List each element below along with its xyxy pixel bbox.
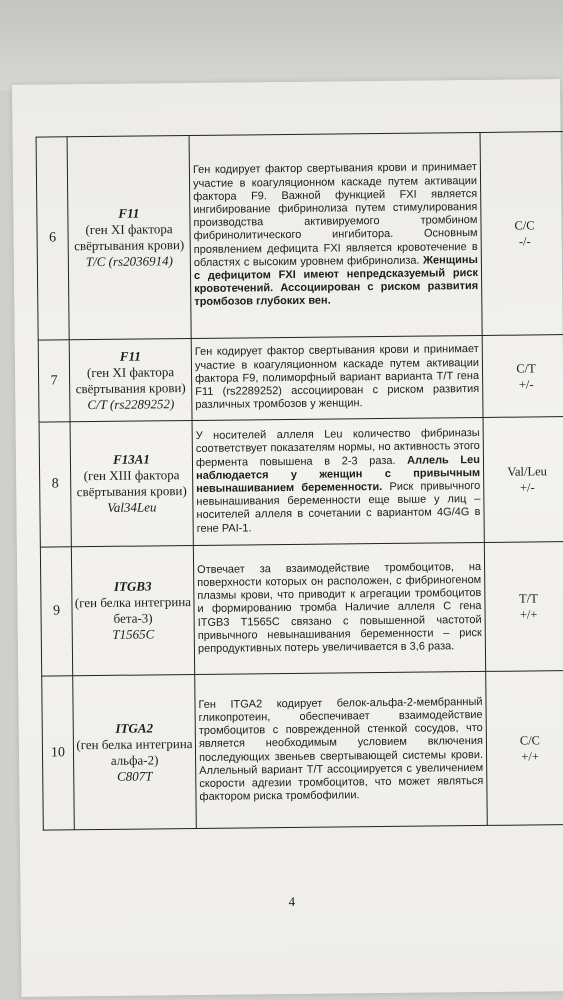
description-text: Ген кодирует фактор свертывания крови и принимает участие в коагуляционном каскаде путем активации фактора F9. Важной функцией FXI является ингибирование фибринолиза путем стимулирования производства активируемого тромбином фибринолитического ингибитора. Основным проявлением дефицита FXI является кровотечение в областях с высоким уровнем фибринолиза. [192, 161, 478, 269]
gene-symbol: F13A1 [112, 451, 150, 467]
table-row [39, 417, 563, 548]
gene-cell [69, 339, 192, 422]
gene-cell [70, 421, 193, 547]
description-tail-text: Риск привычного невынашивания беременности еще выше у лиц – носителей аллеля в сочетании с вариантом 4G/4G в гене PAI-1. [196, 479, 481, 535]
description-bold-text: Аллель Leu наблюдается у женщин с привычным невынашиванием беременности. [196, 453, 481, 495]
gene-variant: C/T (rs2289252) [87, 395, 175, 412]
genotype-cell [486, 671, 563, 826]
genotype-value: T/T [518, 591, 538, 606]
gene-variant: Val34Leu [107, 499, 157, 515]
gene-variant: C807T [116, 767, 153, 784]
description-cell [193, 542, 485, 674]
description-text: У носителей аллеля Leu количество фибриназы соответствует показателям нормы, но активность этого фермента повышена в 2-3 раза. [195, 427, 480, 469]
row-number: 6 [36, 137, 69, 340]
description-cell [189, 132, 482, 338]
genotype-value: C/T [516, 360, 536, 376]
genotype-cell [483, 417, 563, 543]
row-number: 8 [39, 422, 71, 547]
background [0, 0, 563, 90]
gene-description: (ген XIII фактора свёртывания крови) [76, 467, 187, 500]
genotype-cell [482, 335, 563, 418]
genotype-cell [480, 132, 563, 336]
genotype-value: Val/Leu [507, 464, 547, 479]
document-page [12, 79, 563, 997]
description-cell [191, 335, 483, 420]
table-row [42, 671, 563, 831]
result-value: +/- [519, 480, 535, 495]
gene-description: (ген белка интегрина альфа-2) [76, 735, 193, 768]
table-row [40, 542, 563, 677]
gene-description: (ген XI фактора свёртывания крови) [75, 363, 186, 396]
gene-variant: T/C (rs2036914) [85, 253, 173, 270]
description-text: Ген кодирует фактор свертывания крови и принимает участие в коагуляционном каскаде путем активации фактора F9, полиморфный вариант варианта T/T гена F11 (rs2289252) ассоциирован с риском развития различных тромбозов у женщин. [194, 343, 480, 412]
description-bold-text: Женщины с дефицитом FXI имеют непредсказуемый риск кровотечений. Ассоциирован с риском развития тромбозов глубоких вен. [193, 253, 479, 309]
result-value: +/- [518, 376, 534, 392]
page-number: 4 [288, 893, 296, 910]
table-row [38, 335, 563, 423]
gene-variant: T1565C [112, 626, 155, 642]
gene-symbol: ITGA2 [115, 719, 154, 736]
result-value: -/- [518, 234, 531, 249]
table-row [36, 132, 563, 341]
gene-description: (ген белка интегрина бета-3) [74, 594, 192, 626]
gene-cell [71, 545, 194, 675]
description-cell [195, 671, 488, 828]
description-cell [192, 417, 484, 545]
genotype-cell [484, 542, 563, 672]
result-value: +/+ [519, 607, 538, 622]
genotype-value: C/C [519, 732, 541, 748]
gene-symbol: F11 [119, 348, 141, 364]
gene-cell [73, 674, 197, 829]
row-number: 9 [40, 547, 72, 676]
gene-symbol: F11 [118, 205, 140, 221]
genetics-table [36, 131, 563, 831]
gene-symbol: ITGB3 [113, 578, 152, 594]
row-number: 7 [38, 340, 70, 422]
gene-description: (ген XI фактора свёртывания крови) [74, 221, 185, 254]
row-number: 10 [42, 676, 75, 830]
description-text: Отвечает за взаимодействие тромбоцитов, на поверхности которых он расположен, с фибриногеном плазмы крови, что приводит к агрегации тромбоцитов и формированию тромба Наличие аллеля C гена ITGB3 T1565C связано с повышенной частотой привычного невынашивания беременности – риск репродуктивных потерь увеличивается в 3,6 раза. [197, 560, 482, 655]
description-text: Ген ITGA2 кодирует белок-альфа-2-мембранный гликопротеин, обеспечивает взаимодействие тромбоцитов с поврежденной стенкой сосудов, что является необходимым условием включения последующих звеньев свертывающей системы крови. Аллельный вариант T/T ассоциируется с увеличением скорости адгезии тромбоцитов, что может являться фактором риска тромбофилии. [198, 695, 484, 804]
result-value: +/+ [521, 748, 539, 764]
genotype-value: C/C [514, 218, 535, 233]
gene-cell [67, 136, 191, 340]
